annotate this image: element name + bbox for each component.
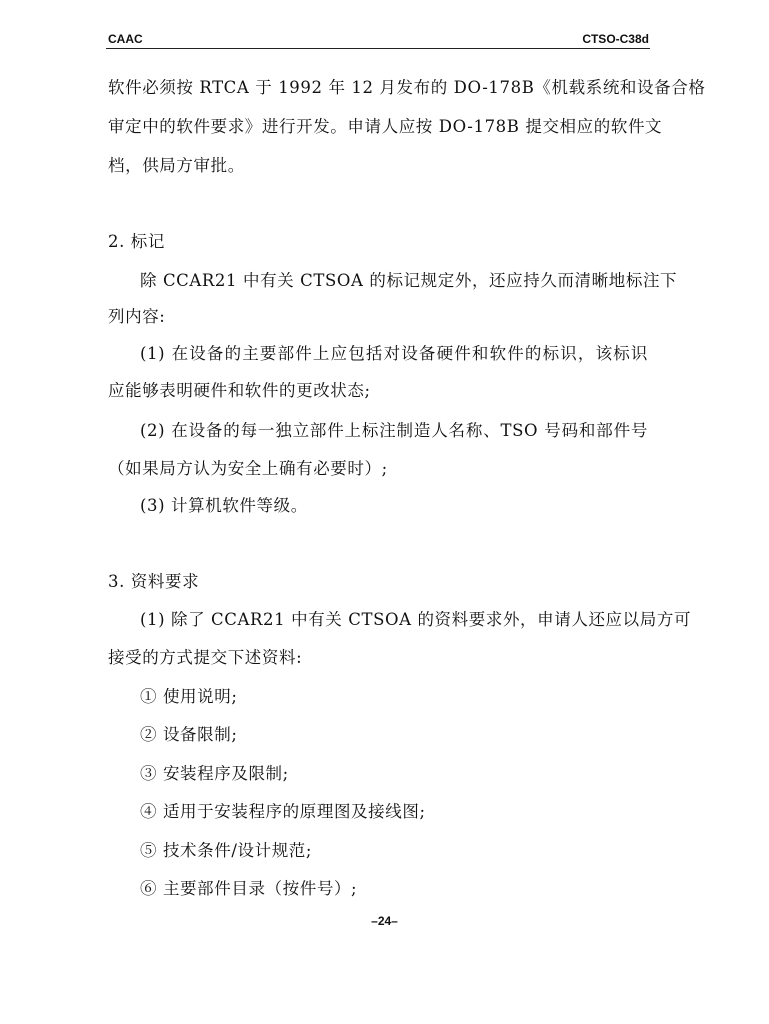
section-3-list-item-3: ③ 安装程序及限制;: [140, 764, 289, 783]
intro-line-1: 软件必须按 RTCA 于 1992 年 12 月发布的 DO-178B《机载系统和设备合格: [108, 78, 706, 97]
section-3-list-item-2: ② 设备限制;: [140, 725, 238, 744]
section-2-heading: 2. 标记: [108, 232, 165, 251]
section-2-item-1-line-1: (1) 在设备的主要部件上应包括对设备硬件和软件的标识，该标识: [140, 344, 648, 363]
header-rule: [106, 48, 650, 49]
header-right-label: CTSO-C38d: [582, 32, 649, 46]
section-2-item-3: (3) 计算机软件等级。: [140, 496, 308, 515]
section-3-list-item-6: ⑥ 主要部件目录（按件号）;: [140, 879, 358, 898]
section-2-item-2-line-1: (2) 在设备的每一独立部件上标注制造人名称、TSO 号码和部件号: [140, 421, 648, 440]
section-2-item-1-line-2: 应能够表明硬件和软件的更改状态;: [108, 381, 371, 400]
section-3-para-line-1: (1) 除了 CCAR21 中有关 CTSOA 的资料要求外，申请人还应以局方可: [140, 610, 692, 629]
section-2-item-2-line-2: （如果局方认为安全上确有必要时）;: [108, 459, 388, 478]
section-2-para-line-2: 列内容:: [108, 307, 166, 326]
section-3-para-line-2: 接受的方式提交下述资料:: [108, 648, 303, 667]
section-3-list-item-1: ① 使用说明;: [140, 687, 238, 706]
intro-line-2: 审定中的软件要求》进行开发。申请人应按 DO-178B 提交相应的软件文: [108, 117, 663, 136]
header-left-label: CAAC: [108, 32, 143, 46]
section-3-list-item-5: ⑤ 技术条件/设计规范;: [140, 841, 313, 860]
section-3-heading: 3. 资料要求: [108, 572, 200, 591]
page-number: –24–: [371, 914, 398, 928]
section-2-para-line-1: 除 CCAR21 中有关 CTSOA 的标记规定外，还应持久而清晰地标注下: [140, 271, 678, 290]
section-3-list-item-4: ④ 适用于安装程序的原理图及接线图;: [140, 802, 426, 821]
intro-line-3: 档，供局方审批。: [108, 156, 245, 175]
